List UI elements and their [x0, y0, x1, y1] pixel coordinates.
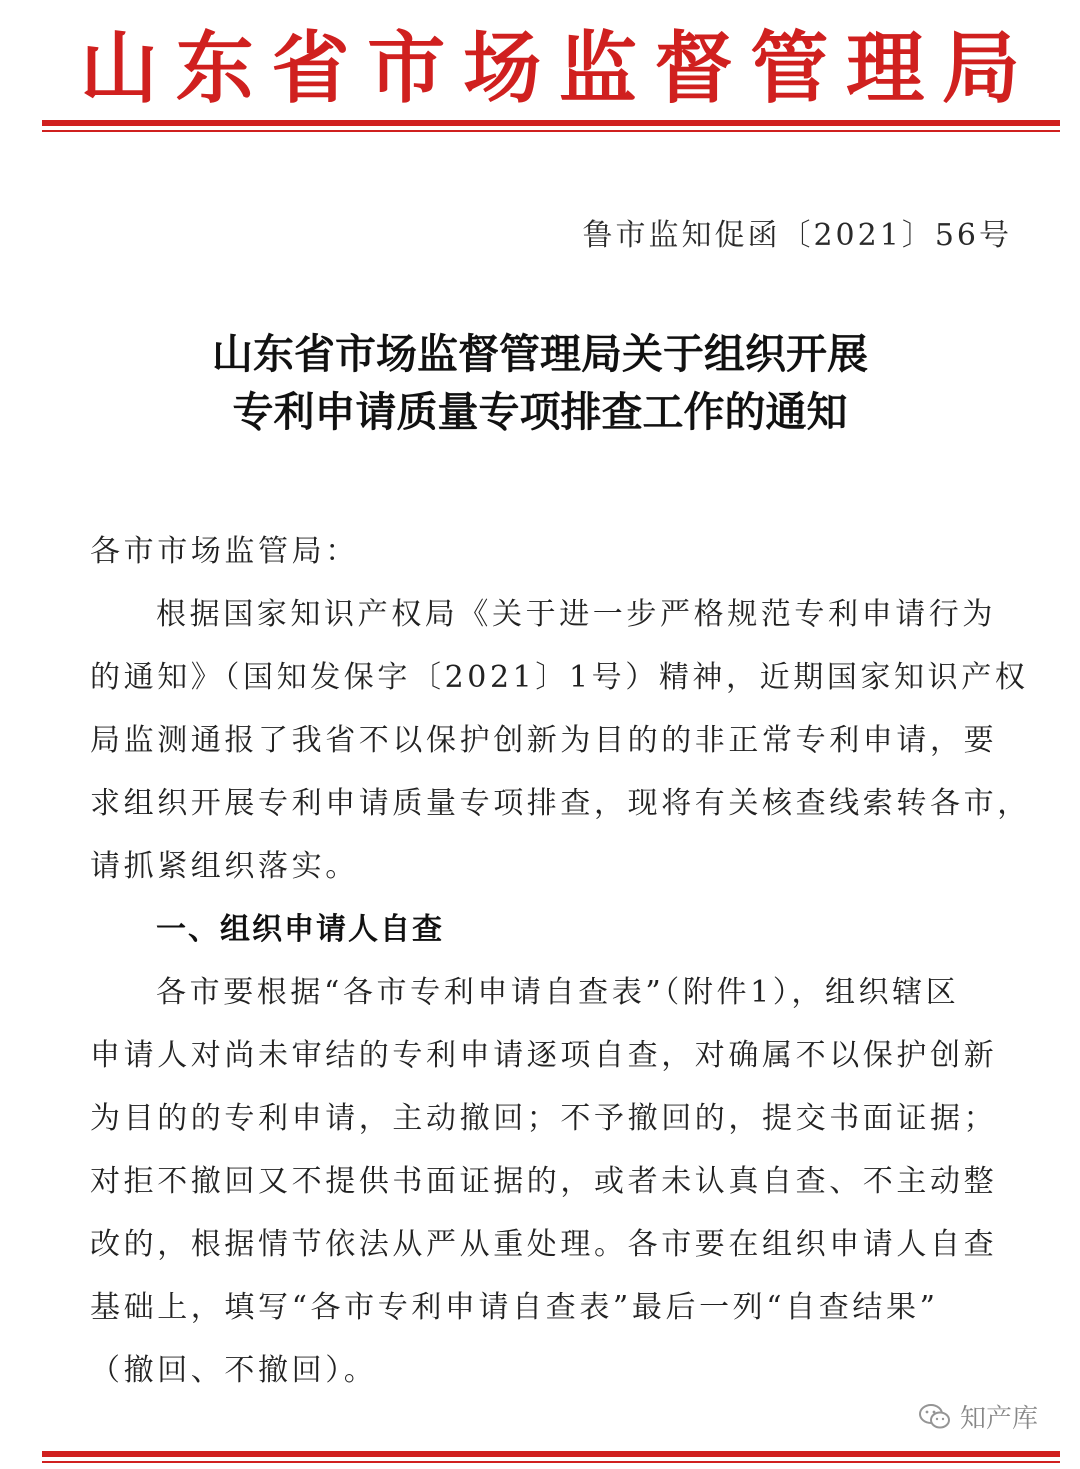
paragraph-2-line: 为目的的专利申请，主动撤回；不予撤回的，提交书面证据；: [90, 1101, 998, 1136]
paragraph-2-line: 申请人对尚未审结的专利申请逐项自查，对确属不以保护创新: [90, 1038, 998, 1073]
footer-divider-thick: [42, 1451, 1060, 1457]
watermark-text: 知产库: [959, 1404, 1038, 1434]
wechat-icon: [918, 1403, 952, 1431]
paragraph-2-line: 基础上，填写“各市专利申请自查表”最后一列“自查结果”: [90, 1290, 939, 1325]
paragraph-2-line: （撤回、不撤回）。: [90, 1353, 378, 1388]
paragraph-1-line: 的通知》（国知发保字〔2021〕1号）精神，近期国家知识产权: [90, 660, 1029, 695]
letterhead-char: 监: [558, 23, 637, 114]
title-line-2: 专利申请质量专项排查工作的通知: [232, 388, 848, 436]
letterhead-char: 市: [367, 23, 446, 114]
letterhead-char: 场: [463, 23, 542, 114]
footer-divider-thin: [42, 1461, 1060, 1463]
paragraph-2-line: 对拒不撤回又不提供书面证据的，或者未认真自查、不主动整: [90, 1164, 998, 1199]
letterhead-char: 山: [80, 23, 159, 114]
document-title: [0, 325, 1080, 441]
letterhead-divider-thin: [42, 130, 1060, 132]
paragraph-1-line: 根据国家知识产权局《关于进一步严格规范专利申请行为: [156, 597, 996, 632]
document-body: [90, 520, 1031, 1402]
letterhead: [80, 14, 1020, 124]
watermark: [918, 1398, 1038, 1435]
paragraph-1-line: 请抓紧组织落实。: [90, 849, 359, 884]
paragraph-2-line: 改的，根据情节依法从严从重处理。各市要在组织申请人自查: [90, 1227, 998, 1262]
letterhead-divider-thick: [42, 120, 1060, 126]
salutation: 各市市场监管局：: [90, 534, 359, 569]
letterhead-char: 管: [750, 23, 829, 114]
letterhead-char: 督: [654, 23, 733, 114]
title-line-1: 山东省市场监督管理局关于组织开展: [212, 330, 868, 378]
paragraph-1-line: 局监测通报了我省不以保护创新为目的的非正常专利申请，要: [90, 723, 998, 758]
letterhead-char: 理: [846, 23, 925, 114]
letterhead-char: 省: [271, 23, 350, 114]
document-number: 鲁市监知促函〔2021〕56号: [582, 218, 1012, 253]
paragraph-2-line: 各市要根据“各市专利申请自查表”（附件1），组织辖区: [156, 975, 960, 1010]
letterhead-char: 局: [941, 23, 1020, 114]
paragraph-1-line: 求组织开展专利申请质量专项排查，现将有关核查线索转各市，: [90, 786, 1031, 821]
section-heading: 一、组织申请人自查: [156, 912, 444, 947]
letterhead-char: 东: [175, 23, 254, 114]
